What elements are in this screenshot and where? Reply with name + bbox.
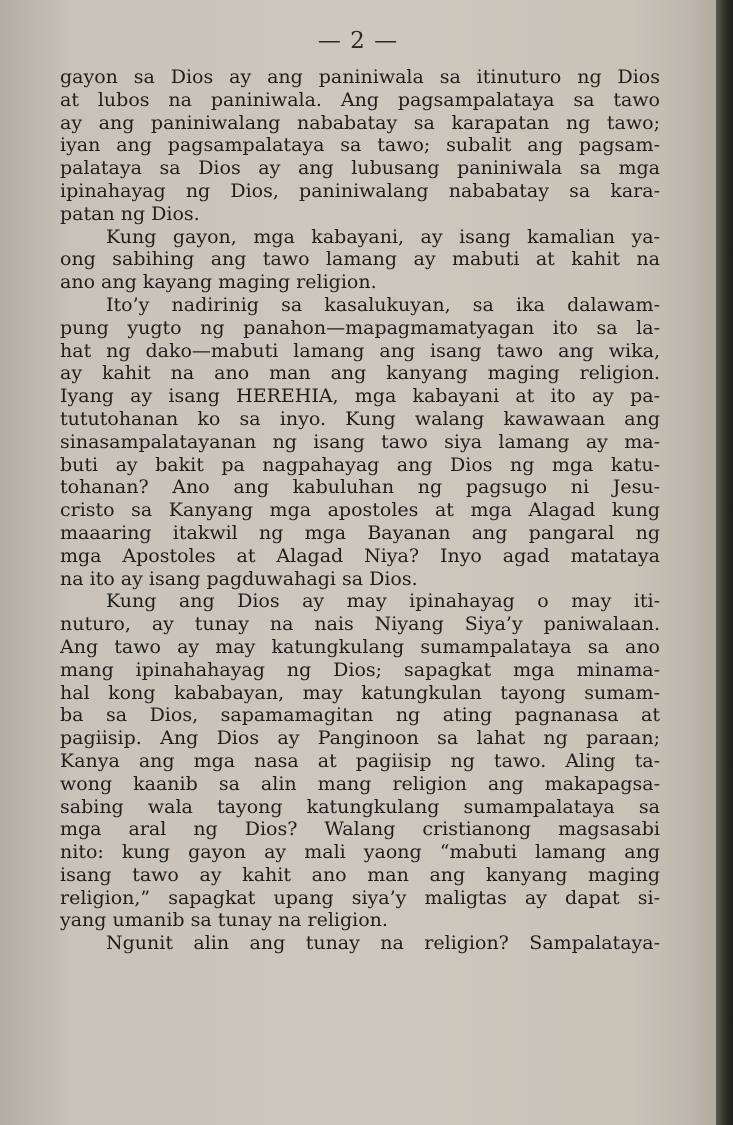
text-line: ipinahayag ng Dios, paniniwalang nababatay sa kara- <box>60 179 660 202</box>
text-line: sabing wala tayong katungkulang sumampalataya sa <box>60 795 660 818</box>
text-line: mga Apostoles at Alagad Niya? Inyo agad matataya <box>60 544 660 567</box>
text-line: religion,” sapagkat upang siya’y maligtas ay dapat si- <box>60 886 660 909</box>
page-number: — 2 — <box>317 28 399 54</box>
text-line: ong sabihing ang tawo lamang ay mabuti at kahit na <box>60 248 660 271</box>
text-line: Kung ang Dios ay may ipinahayag o may iti- <box>106 590 660 613</box>
text-line: patan ng Dios. <box>60 202 200 225</box>
text-line: nuturo, ay tunay na nais Niyang Siya’y paniwalaan. <box>60 613 660 636</box>
text-line: hat ng dako—mabuti lamang ang isang tawo ang wika, <box>60 339 660 362</box>
text-line: nito: kung gayon ay mali yaong “mabuti lamang ang <box>60 841 660 864</box>
text-line: pagiisip. Ang Dios ay Panginoon sa lahat ng paraan; <box>60 727 660 750</box>
text-line: pung yugto ng panahon—mapagmamatyagan ito sa la- <box>60 316 660 339</box>
text-line: buti ay bakit pa nagpahayag ang Dios ng mga katu- <box>60 453 660 476</box>
body-text <box>60 66 660 955</box>
text-line: ay ang paniniwalang nababatay sa karapatan ng tawo; <box>60 111 660 134</box>
text-line: Ito’y nadirinig sa kasalukuyan, sa ika dalawam- <box>106 293 660 316</box>
text-line: maaaring itakwil ng mga Bayanan ang pangaral ng <box>60 521 660 544</box>
text-line: iyan ang pagsampalataya sa tawo; subalit ang pagsam- <box>60 134 660 157</box>
text-line: wong kaanib sa alin mang religion ang makapagsa- <box>60 772 660 795</box>
text-line: cristo sa Kanyang mga apostoles at mga Alagad kung <box>60 499 660 522</box>
text-line: ano ang kayang maging religion. <box>60 271 377 294</box>
text-line: tohanan? Ano ang kabuluhan ng pagsugo ni Jesu- <box>60 476 660 499</box>
text-line: na ito ay isang pagduwahagi sa Dios. <box>60 567 418 590</box>
text-line: mga aral ng Dios? Walang cristianong magsasabi <box>60 818 660 841</box>
text-line: at lubos na paniniwala. Ang pagsampalataya sa tawo <box>60 88 660 111</box>
text-line: Ngunit alin ang tunay na religion? Sampalataya- <box>106 932 660 955</box>
text-line: Ang tawo ay may katungkulang sumampalataya sa ano <box>60 635 660 658</box>
text-line: mang ipinahahayag ng Dios; sapagkat mga minama- <box>60 658 660 681</box>
book-spine-shadow <box>716 0 733 1125</box>
text-line: Iyang ay isang HEREHIA, mga kabayani at ito ay pa- <box>60 385 660 408</box>
text-line: Kanya ang mga nasa at pagiisip ng tawo. Aling ta- <box>60 749 660 772</box>
text-line: yang umanib sa tunay na religion. <box>60 909 388 932</box>
text-line: tututohanan ko sa inyo. Kung walang kawawaan ang <box>60 407 660 430</box>
text-line: Kung gayon, mga kabayani, ay isang kamalian ya- <box>106 225 660 248</box>
text-line: gayon sa Dios ay ang paniniwala sa itinuturo ng Dios <box>60 66 660 88</box>
text-line: ay kahit na ano man ang kanyang maging religion. <box>60 362 660 385</box>
text-line: sinasampalatayanan ng isang tawo siya lamang ay ma- <box>60 430 660 453</box>
text-line: palataya sa Dios ay ang lubusang paniniwala sa mga <box>60 157 660 180</box>
text-line: isang tawo ay kahit ano man ang kanyang maging <box>60 863 660 886</box>
text-line: hal kong kababayan, may katungkulan tayong sumam- <box>60 681 660 704</box>
text-line: ba sa Dios, sapamamagitan ng ating pagnanasa at <box>60 704 660 727</box>
